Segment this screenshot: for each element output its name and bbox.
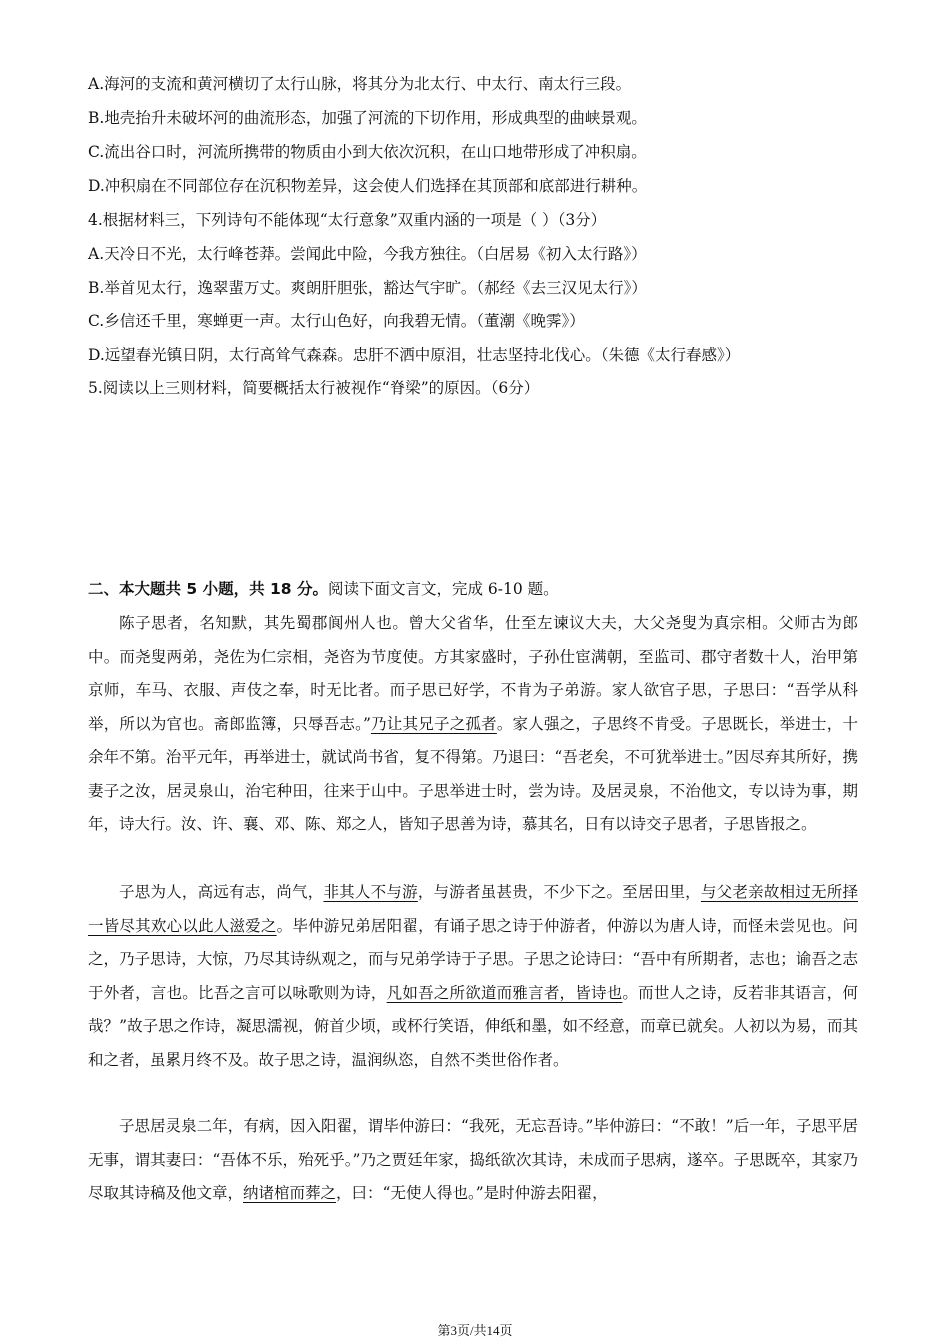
- option-4d: D.远望春光镇日阴，太行高耸气森森。忠肝不洒中原泪，壮志坚持北伐心。（朱德《太行春感》）: [88, 346, 741, 364]
- passage-text: 。家人强之，子思终不肯受。子思既长，举进士，十余年不第。治平元年，再举进士，就试尚书省，复不得第。乃退曰：“吾老矣，不可犹举进士。”因尽弃其所好，携妻子之汝，居灵泉山，治宅种田，往来于山中。子思举进士时，尝为诗。及居灵泉，不治他文，专以诗为事，期年，诗大行。汝、许、襄、邓、陈、郑之人，皆知子思善为诗，慕其名，日有以诗交子思者，子思皆报之。: [88, 714, 858, 833]
- passage-text: 陈子思者，名知默，其先蜀郡阆州人也。曾大父省华，仕至左谏议大夫，大父尧叟为真宗相。父师古为郎中。而尧叟两弟，尧佐为仁宗相，尧咨为节度使。方其家盛时，子孙仕宦满朝，至监司、郡守者数十人，治甲第京师，车马、衣服、声伎之奉，时无比者。而子思已好学，不肯为子弟游。家人欲官子思，子思曰：“吾学从科举，所以为官也。斋郎监簿，只辱吾志。”: [88, 614, 858, 733]
- option-4c: C.乡信还千里，寒蝉更一声。太行山色好，向我碧无情。（董潮《晚霁》）: [88, 312, 585, 330]
- passage-paragraph-3: [88, 1110, 858, 1211]
- option-3a: A.海河的支流和黄河横切了太行山脉，将其分为北太行、中太行、南太行三段。: [88, 75, 632, 93]
- passage-text: ，与游者虽甚贵，不少下之。至居田里，: [417, 883, 701, 901]
- option-3d: D.冲积扇在不同部位存在沉积物差异，这会使人们选择在其顶部和底部进行耕种。: [88, 177, 648, 195]
- underlined-phrase: 纳诸棺而葬之: [243, 1184, 337, 1202]
- passage-text: 。而世人之诗，反若非其语言，何哉？”故子思之作诗，凝思濡视，俯首少顷，或杯行笑语，伸纸和墨，如不经意，而章已就矣。人初以为易，而其和之者，虽累月终不及。故子思之诗，温润纵恣，自然不类世俗作者。: [88, 983, 858, 1069]
- passage-paragraph-1: [88, 607, 858, 842]
- passage-text: 。毕仲游兄弟居阳翟，有诵子思之诗于仲游者，仲游以为唐人诗，而怪未尝见也。问之，乃子思诗，大惊，乃尽其诗纵观之，而与兄弟学诗于子思。子思之论诗曰：“吾中有所期者，志也；谕吾之志于外者，言也。比吾之言可以咏歌则为诗，: [88, 916, 858, 1002]
- page-footer: 第3页/共14页: [437, 1323, 513, 1338]
- option-3b: B.地壳抬升未破坏河的曲流形态，加强了河流的下切作用，形成典型的曲峡景观。: [88, 109, 647, 127]
- option-4b: B.举首见太行，逸翠蜚万丈。爽朗肝胆张，豁达气宇旷。（郝经《去三汉见太行》）: [88, 279, 647, 297]
- question-4-stem: 4.根据材料三，下列诗句不能体现“太行意象”双重内涵的一项是（ ）（3分）: [88, 211, 607, 229]
- question-5: 5.阅读以上三则材料，简要概括太行被视作“脊梁”的原因。（6分）: [88, 379, 540, 397]
- option-3c: C.流出谷口时，河流所携带的物质由小到大依次沉积，在山口地带形成了冲积扇。: [88, 143, 647, 161]
- passage-text: 子思为人，高远有志，尚气，: [119, 883, 324, 901]
- underlined-phrase: 乃让其兄子之孤者: [370, 714, 497, 733]
- passage-paragraph-2: [88, 876, 858, 1077]
- section-instruction: 阅读下面文言文，完成 6-10 题。: [327, 580, 559, 598]
- passage-text: 子思居灵泉二年，有病，因入阳翟，谓毕仲游曰：“我死，无忘吾诗。”毕仲游曰：“不敢！”后一年，子思平居无事，谓其妻曰：“吾体不乐，殆死乎。”乃之贾廷年家，捣纸欲次其诗，未成而子思病，遂卒。子思既卒，其家乃尽取其诗稿及他文章，: [88, 1117, 858, 1202]
- passage-text: ，曰：“无使人得也。”是时仲游去阳翟，: [336, 1184, 608, 1202]
- section-title: 二、本大题共 5 小题，共 18 分。: [88, 580, 328, 598]
- underlined-phrase: 凡如吾之所欲道而雅言者，皆诗也: [386, 983, 623, 1002]
- underlined-phrase: 与父老亲故相过无所择一皆尽其欢心以此人滋爱之: [88, 883, 858, 935]
- section-heading: [88, 578, 559, 600]
- option-4a: A.天冷日不光，太行峰苍莽。尝闻此中险，今我方独往。（白居易《初入太行路》）: [88, 245, 647, 263]
- underlined-phrase: 非其人不与游: [323, 883, 418, 901]
